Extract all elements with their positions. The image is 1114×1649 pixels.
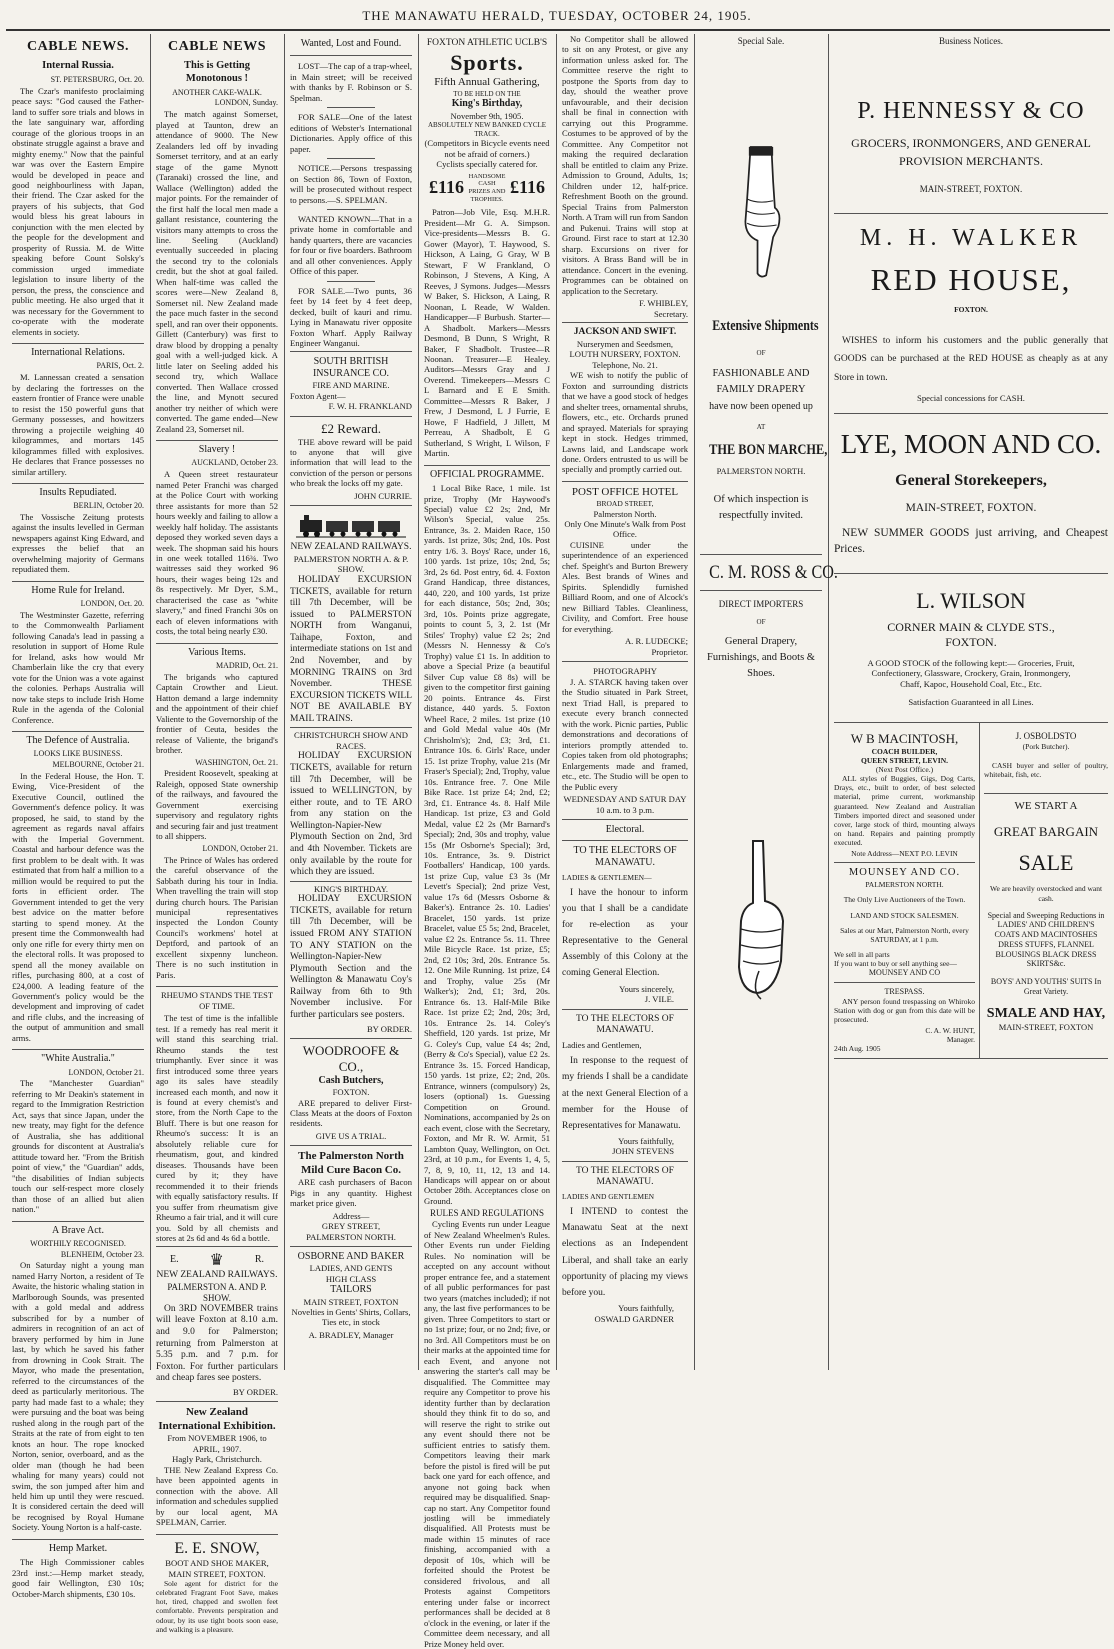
ad-signature: A. BRADLEY, Manager: [308, 1329, 394, 1340]
column-cable-news: [8, 34, 148, 1599]
crown-icon: ♛: [209, 1251, 224, 1269]
article-body: The "Manchester Guardian" referring to Mr Deakin's statement in regard to the Immigration Restriction Act, says that since Japan, under the new treaty, may fight for the defence of Australia, she has additional grounds for discontent at Australia's attitude toward her. "From the British point of view," the "Guardian" adds, "the disabilities of Indian subjects touch our self-respect more closely than those of an allied but alien nation.": [12, 1078, 144, 1215]
ad-heading: The Palmerston North Mild Cure Bacon Co.: [298, 1150, 404, 1176]
programme-body: 1 Local Bike Race, 1 mile. 1st prize, Trophy (Mr Haywood's Special) value £2 2s; 2nd, Mr Wilson's Special, value 25s. Entrance, 3s. 2. Maiden Race, 150 yards. 1st prize, 30s; 2nd, 10s. Post entry 1/6. 3. Boys' Race, under 16, 100 yards. 1st prize, 10s; 2nd, 5s; 3rd, 2s 6d. Post entry, 6d. 4. Foxton Grand Handicap, three distances, 440, 220, and 100 yards, 1st prize for each distance, 50s; 2nd, 30s; 3rd, 10s. Points prize aggregate, points to count 5, 3, 2. 1st (Mr Stiles' Trophy) value £2 2s; 2nd (Messrs N. Hennessy & Co's Trophy) value £1 1s. In addition to above a Special Prize (a beautiful Silver Cup value £8 8s) will be given to the competitor first gaining 20 points. Entrance 4s. First distance, 440 yards. 5. Foxton Wheel Race, 2 miles. 1st prize (10 and Gold Medal value 40s (Mr Chrisholm's); 2nd, £3; 3rd, £1. Entrance 10s. 6. Girls' Race, under 15. 1st prize Trophy, value 21s (Mr Fraser's Special); 2nd, Trophy, value 10s. Entrance free. 7. One Mile Bike Race. 1st prize £4; 2nd, £2; 3rd, £1. Entrance 4s. 8. Half Mile Handicap. 1st prize, £3 and Gold Medal, value £2 2s (Mr Barnard's Special); 2nd, 30s and trophy, value 15s (Mr Osborne's Special); 3rd, 10s. Entrance, 3s. 9. District Footballers' Handicap, 100 yards. 1st prize Cup, value £3 3s (Mr Levett's Special); 2nd prize Vest, value 17s 6d (Messrs Osborne & Baker's). Entrance 2s. 10. Ladies' Bracelet, 150 yards. 1st prize Bracelet, value £5 5s; 2nd, Bracelet, value £2 2s. Entrance 5s. 11. Three Mile Bicycle Race. 1st prize, £5; 2nd, £2 10s; 3rd, 20s. Entrance 5s. 12. One Mile Running. 1st prize, £4 and Trophy, value 25s (Mr Walker's); 2nd, £1; 3rd, 20s. Entrance 6s. 13. Half-Mile Bike Race. 1st prize £2; 2nd, 20s; 3rd, 10s. Entrance 2s. 14. Coley's Sheffield, 120 yards. 1st prize, Mr G. Coley's Cup, value £4 4s; 2nd, (Berry & Co's Special), value £2 2s. Entrance 3s. 15. Forced Handicap, 150 yards. 1st prize, £2; 2nd, 20s. Entrance, winners (compulsory) 2s, losers (optional) 1s. Guessing Competition on Ground. Nominations, accompanied by 2s on each event, close with the Secretary, Foxton, and Mr R. W. Armit, 51 Lambton Quay, Wellington, on Oct. 23rd, at 10 p.m., for Events 1, 4, 5, 7, 8, 9, 10, 11, 12, 13 and 14. Handicaps will appear on or about October 28th. Acceptances close on Ground.: [424, 483, 550, 1206]
ad-body: ANY person found trespassing on Whiroko Station with dog or gun from this date will be prosecuted.: [834, 996, 975, 1024]
ad-body: The Only Live Auctioneers of the Town.: [843, 895, 966, 905]
ad-subheading: PALMERSTON A. AND P. SHOW.: [167, 1281, 267, 1303]
ad-signature-title: Proprietor.: [651, 646, 688, 657]
classified-ad: FOR SALE—One of the latest editions of Webster's International Dictionaries. Apply office of this paper.: [290, 112, 412, 154]
ad-body: HOLIDAY EXCURSION TICKETS, available for return till 7th December, will be issued to WELLINGTON, by either route, and to TE ARO from any station on the Wellington-Napier-New Plymouth Section on 2nd, 3rd and 4th November. Tickets are only available by the route for which they are issued.: [290, 751, 412, 878]
ross-of: OF: [756, 617, 766, 626]
dateline: LONDON, October 21.: [68, 1067, 144, 1077]
ad-body: CUISINE under the superintendence of an experienced chef. Speight's and Burton Brewery Ales. Best brands of Wines and Spirits. Splendidly furnished Billiard Room, and one of Alcock's new Billiard Tables. Cleanliness, Civility, and Comfort. Free house for everything.: [562, 539, 688, 634]
ad-signature: BY ORDER.: [366, 1023, 412, 1034]
ad-heading: SOUTH BRITISH INSURANCE CO.: [312, 355, 390, 379]
ad-subheading: Only One Minute's Walk from Post Office.: [564, 518, 686, 540]
ad-subheading: COACH BUILDER,: [871, 746, 938, 756]
ad-date: 24th Aug. 1905: [834, 1044, 881, 1054]
ad-body: Sales at our Mart, Palmerston North, every: [840, 925, 969, 935]
ad-body: Sole agent for district for the celebrated Fragrant Foot Save, makes hot, tired, chapped and swollen feet comfortable. Prevents perspiration and odour, by its use tight boots soon ease, and walking is a pleasure.: [156, 1578, 278, 1634]
ad-address: FOXTON.: [332, 1087, 370, 1098]
classified-ad: NOTICE.—Persons trespassing on Section 86, Town of Foxton, will be prosecuted without respect to persons.—S. SPELMAN.: [290, 163, 412, 205]
letter-greeting: Ladies and Gentlemen,: [562, 1039, 642, 1050]
article-body: On Saturday night a young man named Harry Norton, a resident of Te Awaite, the historic whaling station in Marlborough Sounds, was presented with a gold medal and address subscribed for by a number of admirers in recognition of an act of bravery performed by him in June last, by which he saved his father from drowning in Cook Strait. The Mayor, who made the presentation, referred to the circumstances of the deed as particularly meritorious. The party had made fast to a whale; they were pursuing and the boat was being rushed along in the rough part of the Straits at the rate of from eight to ten knots an hour. The rope knocked Norton, senior, overboard, and as the older man (though he had been whaling for many years) could not swim, the son jumped after him and held him up until they were rescued. It is considered certain the deed will be recognised by Royal Humane Society. Young Norton is a half-caste.: [12, 1260, 144, 1533]
section-heading: Business Notices.: [939, 36, 1003, 46]
dateline: PARIS, Oct. 2.: [96, 361, 144, 371]
ad-days: WEDNESDAY AND SATUR DAY: [563, 794, 687, 805]
dateline: BLENHEIM, October 23.: [60, 1249, 144, 1259]
ad-heading: LYE, MOON AND CO.: [840, 429, 1102, 460]
letter-signature: JOHN STEVENS: [612, 1146, 674, 1157]
wilson-ad: [834, 574, 1108, 723]
dateline: LONDON, Oct. 20.: [80, 599, 144, 609]
ad-heading: NEW ZEALAND RAILWAYS.: [290, 542, 412, 553]
ad-subheading: LADIES, AND GENTS: [309, 1263, 393, 1274]
ad-subheading: Cash Butchers,: [318, 1074, 384, 1086]
railways-ad: [156, 1246, 278, 1403]
sale-of: OF: [756, 349, 766, 358]
ad-signature-title: Secretary.: [653, 308, 688, 319]
letter-heading: TO THE ELECTORS OF MANAWATU.: [576, 1165, 674, 1188]
ad-address: FOXTON.: [945, 635, 997, 650]
hennessy-ad: [834, 47, 1108, 214]
ad-body: If you want to buy or sell anything see—: [834, 959, 957, 969]
ad-heading: J. OSBOLDSTO: [1015, 730, 1077, 741]
section-heading: Special Sale.: [737, 36, 785, 46]
article-title: "White Australia.": [12, 1049, 144, 1065]
letter-heading: TO THE ELECTORS OF MANAWATU.: [576, 1013, 674, 1036]
ad-address: (Next Post Office.): [875, 765, 934, 775]
photography-ad: [562, 662, 688, 820]
coachbuilder-ad: [834, 723, 975, 864]
dateline: AUCKLAND, October 23.: [191, 458, 278, 468]
article-subtitle: ANOTHER CAKE-WALK.: [172, 87, 262, 97]
ad-address: MAIN STREET, FOXTON.: [168, 1568, 266, 1579]
right-subcolumn: [984, 723, 1108, 1058]
ad-address: Palmerston North.: [593, 508, 657, 519]
article-body: The test of time is the infallible test. If a remedy has real merit it will stand this searching trial. Rheumo stands the test triumphantly. Ever since it was first introduced some three years ago its sales have steadily increased each month, and now it is found at every chemist's and store, from the North Cape to the Bluff. There is but one reason for Rheumo's success: It is an absolutely reliable cure for rheumatism, gout, and kindred diseases. Thousands have been cured by it; they have recommended it to their friends with equally satisfactory results. If you suffer from rheumatism give Rheumo a fair trial, and it will cure you. Sold by all chemists and stores at 2s 6d and 4s 6d a bottle.: [156, 1013, 278, 1244]
ad-heading: L. WILSON: [916, 587, 1026, 613]
ad-heading: £2 Reward.: [321, 420, 381, 436]
snow-ad: [156, 1535, 278, 1640]
ad-heading: MOUNSEY AND CO.: [848, 867, 961, 879]
article-title: Slavery !: [156, 440, 278, 456]
reward-ad: [290, 417, 412, 507]
ad-address: FOXTON.: [954, 305, 988, 315]
ad-body: THE above reward will be paid to anyone that will give information that will lead to the conviction of the person or persons who break the locks off my gate.: [290, 436, 412, 489]
officials-list: Patron—Job Vile, Esq. M.H.R. President—Mr G. A. Simpson. Vice-presidents—Messrs B. G. Gower (Mayor), T. Haywood, S. Hickson, A Laing, G Gray, W B Stewart, F W Frankland, O Robinson, J Stevens, A King, A Reeves, J Symons. Judges—Messrs W Baker, S. Hickson, A Laing, R Noonan, L Reade, W Walden. Handicapper—F Burbush. Starter—A Shadbolt. Markers—Messrs Desmond, B Dunn, S Wright, R Baker, F Shadbolt. Trustee—R Noonan. Treasurer—E Healey. Auditors—Messrs Gray and J Overend. Timekeepers—Messrs C L Barnard and E E Smith. Committee—Messrs R Baker, J Frew, J Desmond, L J Furrie, E Howe, F Hadfield, J Jillett, M Perreau, A Shadbolt, E G Sutherland, S Wright, L Wilson, F Martin.: [424, 207, 550, 459]
ad-address: PALMERSTON NORTH.: [865, 880, 944, 890]
column-divider: [556, 34, 557, 1370]
article-body: President Roosevelt, speaking at Raleigh, opposed State ownership of the railways, and favoured the Government exercising supervisory and regulatory rights and securing fair and just treatment to all shippers.: [156, 768, 278, 842]
ad-heading: RED HOUSE,: [870, 262, 1072, 298]
ross-body: General Drapery, Furnishings, and Boots & Shoes.: [707, 636, 815, 679]
article-title: Various Items.: [156, 643, 278, 659]
ad-heading: WE START A: [1014, 800, 1078, 813]
ad-heading: PHOTOGRAPHY: [593, 666, 657, 677]
ad-address: MAIN-STREET, FOXTON.: [919, 184, 1023, 195]
trespass-ad: [834, 983, 975, 1058]
ad-body: HOLIDAY EXCURSION TICKETS, available for return till 7th December, will be issued FROM ANY STATION TO ANY STATION on the Wellington-Napier-New Plymouth Section and the Wellington & Manawatu Coy's Railway from 6th to 9th November inclusive. For further particulars see posters.: [290, 894, 412, 1021]
ad-heading: POST OFFICE HOTEL: [571, 485, 679, 498]
ross-subheading: DIRECT IMPORTERS: [718, 598, 804, 609]
ad-heading: NEW ZEALAND RAILWAYS.: [156, 1270, 278, 1281]
ad-subheading: BOOT AND SHOE MAKER,: [165, 1558, 269, 1569]
ad-heading: M. H. WALKER: [859, 225, 1083, 252]
prize-amount: £116: [510, 177, 546, 198]
sports-track-note: (Competitors in Bicycle events need not be afraid of corners.): [424, 138, 550, 159]
sports-track-note: Cyclists specially catered for.: [436, 159, 538, 170]
sports-subtitle: King's Birthday,: [451, 98, 523, 110]
ad-body: CASH buyer and seller of poultry, whitebait, fish, etc.: [984, 761, 1108, 780]
sports-title: Sports.: [450, 49, 524, 75]
electoral-heading: Electoral.: [605, 824, 645, 836]
ad-subheading: PALMERSTON NORTH A. & P. SHOW.: [293, 553, 409, 575]
ad-body: HOLIDAY EXCURSION TICKETS, available for return till 7th December, will be issued to PALMERSTON NORTH from Wanganui, Taihape, Foxton, and intermediate stations on 1st and 2nd November, and by MORNING TRAINS on 3rd November. THESE EXCURSION TICKETS WILL NOT BE AVAILABLE BY MAIL TRAINS.: [290, 574, 412, 724]
nursery-ad: [562, 322, 688, 482]
ad-signature: MOUNSEY AND CO: [868, 968, 941, 978]
column-classifieds: [286, 34, 416, 1370]
ad-heading: W B MACINTOSH,: [850, 730, 959, 746]
ad-dates: From NOVEMBER 1906, to APRIL, 1907.: [167, 1433, 267, 1454]
hotel-ad: [562, 482, 688, 662]
letter-signature: OSWALD GARDNER: [594, 1313, 674, 1324]
pork-butcher-ad: [984, 723, 1108, 794]
red-house-ad: [834, 214, 1108, 414]
sale-body: Of which inspection is respectfully invited.: [713, 494, 809, 521]
letter-close: Yours faithfully,: [618, 1135, 674, 1146]
auctioneer-ad: [834, 863, 975, 983]
dateline: BERLIN, October 20.: [73, 501, 144, 511]
left-subcolumn: [834, 723, 980, 1058]
letter-body: I INTEND to contest the Manawatu Seat at the next elections as an Independent Liberal, and shall take an early opportunity of placing my views before you.: [562, 1207, 688, 1298]
rules-heading: RULES AND REGULATIONS: [429, 1208, 544, 1219]
section-heading: CABLE NEWS: [168, 39, 266, 54]
article-title: Insults Repudiated.: [12, 483, 144, 499]
election-letter: [562, 840, 688, 1009]
ad-hours: 10 a.m. to 3 p.m.: [595, 804, 655, 815]
article-title: The Defence of Australia.: [12, 731, 144, 747]
sports-subtitle: Fifth Annual Gathering,: [434, 76, 540, 89]
ad-note: Satisfaction Guaranteed in all Lines.: [908, 697, 1034, 708]
sports-track: ABSOLUTELY NEW BANKED CYCLE TRACK.: [427, 121, 547, 138]
ad-body: ARE prepared to deliver First-Class Meats at the doors of Foxton residents.: [290, 1097, 412, 1129]
article-body: The Prince of Wales has ordered the careful observance of the Sabbath during his tour in India. When travelling the train will stop during church hours. The Parisian municipal representatives inspected the London County Council's workmens' hotel at Deptford, and partook of an excellent sixpenny luncheon. There is no such institution in Paris.: [156, 854, 278, 980]
article-body: The brigands who captured Captain Crowther and Lieut. Hatton demand a large indemnity and the appointment of their chief Valiente to the Governorship of the frontier of Ceuta, besides the release of Valiente, the brigand's brother.: [156, 671, 278, 756]
bargain-sale-ad: [984, 794, 1108, 1038]
ad-subheading: CHRISTCHURCH SHOW AND RACES.: [290, 727, 412, 751]
ad-agent-name: F. W. H. FRANKLAND: [328, 401, 412, 412]
classified-ad: FOR SALE.—Two punts, 36 feet by 14 feet by 4 feet deep, decked, built of kauri and rimu. Lying in Manawatu river opposite Foxton Wharf. Apply Railway Engineer Wanganui.: [290, 285, 412, 349]
election-letter: [562, 1010, 688, 1162]
ad-address: MAIN-STREET, FOXTON.: [905, 501, 1037, 514]
ad-signature-title: Manager.: [946, 1035, 975, 1045]
ad-body: LAND AND STOCK SALESMEN.: [850, 910, 959, 920]
article-title: Internal Russia.: [42, 60, 114, 72]
ad-body: We sell in all parts: [834, 949, 890, 959]
article-title: This is Getting Monotonous !: [184, 60, 250, 84]
programme-heading: OFFICIAL PROGRAMME.: [424, 465, 550, 481]
rules-body: Cycling Events run under League of New Zealand Wheelmen's Rules. Other Events run under Fielding Rules. No nomination will be accepted on any account without proper entrance fee, and a statement of all public performances for past two years (matches included); if not any, the last five performances to be given. Three Competitors to start or no 1st prize; four, or no 2nd; five, or no 3rd. All Competitors must be on their marks at the appointed time for each Event, and anyone not answering the starter's call may be disqualified. The Committee may require any Competitor to prove his identity further than by declaration should they think fit to do so, and will reserve the right to strike out any event should there not be sufficient entries to satisfy them. Competitors leaving their mark before the pistol is fired will be put back one yard for each offence, and anyone not going back when required may be disqualified. Snap-cap no start. Any Competitor found jostling will be immediately disqualified. All Protests must be made within 15 minutes of race finishing, accompanied with a deposit of 10s, which will be forfeited should the Protest be considered frivolous, and all Protests against Competitors entering under false or incorrect performances shall be decided at 8 o'clock in the evening, or later if the Committee deem necessary, and all Prize Money held over.: [424, 1219, 550, 1649]
ad-telephone: Telephone, No. 21.: [592, 359, 658, 370]
dateline: LONDON, October 21.: [202, 843, 278, 853]
article-body: The High Commissioner cables 23rd inst.:—Hemp market steady, good fair Wellington, £30 10s; October-March shipments, £30 10s.: [12, 1557, 144, 1599]
article-subtitle: WORTHILY RECOGNISED.: [30, 1238, 126, 1248]
ad-heading: OSBORNE AND BAKER: [297, 1251, 405, 1263]
store-address: PALMERSTON NORTH.: [716, 465, 806, 476]
sale-subheading: have now been opened up: [709, 401, 813, 413]
ad-tagline: GIVE US A TRIAL.: [315, 1130, 387, 1141]
ad-body: Novelties in Gents' Shirts, Collars, Ties etc, in stock: [291, 1307, 411, 1328]
ad-heading: P. HENNESSY & CO: [857, 97, 1085, 124]
column-divider: [694, 34, 695, 1370]
bacon-ad: [290, 1146, 412, 1247]
ad-address: CORNER MAIN & CLYDE STS.,: [887, 619, 1055, 634]
cipher-left: E.: [170, 1254, 179, 1266]
sports-continued: No Competitor shall be allowed to sit on any Protest, or give any information unless asked for. The Committee reserve the right to postpone the Sports from day to day, should the weather prove unfavourable, and their decision shall be final in connection with carrying out this Programme. Costumes to be approved of by the Committee. Any Competitor not making the required declaration shall be entitled to claim any Prize. Admission to Ground, Adults, 1s; Children under 12, half-price. Refreshment Booth on the ground. Special Trains from Palmerston North. A Tram will run from Sandon and Pukenui. Trains will stop at Ground. First race to start at 12.30 sharp. Excursions on river for visitors. A Brass Band will be in attendance. Concert in the evening. Programmes can be obtained on application to the Secretary.: [562, 34, 688, 296]
column-special-sale: [696, 34, 838, 1370]
ad-body: J. A. STARCK having taken over the Studio situated in Park Street, next Triad Hall, is prepared to execute every branch connected with the work. Picnic parties, Public demonstrations and decorations of interiors promptly attended to. Copies taken from old photographs; Enlargements made and framed, etc., etc. The Studio will be open to the Public every: [562, 676, 688, 792]
butcher-ad: [290, 1039, 412, 1146]
letter-close: Yours faithfully,: [618, 1303, 674, 1314]
ad-subheading: KING'S BIRTHDAY.: [290, 881, 412, 894]
article-title: A Brave Act.: [12, 1221, 144, 1237]
pointing-hand-icon: [731, 147, 791, 277]
tailor-ad: [290, 1247, 412, 1344]
column-sports: [420, 34, 554, 1649]
ad-location: Hagly Park, Christchurch.: [172, 1454, 262, 1465]
exhibition-ad: [156, 1402, 278, 1534]
ad-subheading: Nurserymen and Seedsmen,: [576, 338, 674, 349]
ad-signature: A. R. LUDECKE;: [624, 636, 688, 647]
prize-amount: £116: [428, 177, 464, 198]
ad-body: ALL styles of Buggies, Gigs, Dog Carts, Drays, etc., built to order, of best selected material, prime current, workmanship guaranteed. New Zealand and Australian Timbers imported direct and seasoned under cover, large stock of third, mounting always on hand. Repairs and painting promptly executed.: [834, 774, 975, 848]
classified-ad: LOST—The cap of a trap-wheel, in Main street; will be received with thanks by F. Robinson or S. Spelman.: [290, 61, 412, 103]
prize-note: HANDSOME CASH PRIZES AND TROPHIES.: [468, 172, 506, 204]
section-heading: Wanted, Lost and Found.: [300, 38, 402, 49]
column-business-notices: [830, 34, 1112, 1370]
ad-address: MAIN-STREET, FOXTON: [998, 1021, 1094, 1032]
column-divider: [418, 34, 419, 1370]
ad-signature: SMALE AND HAY,: [986, 1005, 1106, 1021]
ad-subheading: (Pork Butcher).: [1022, 741, 1070, 751]
train-icon: [296, 514, 406, 538]
letter-heading: TO THE ELECTORS OF MANAWATU.: [573, 845, 677, 869]
ad-signature: C. A. W. HUNT,: [925, 1026, 975, 1036]
ad-heading: SALE: [1018, 849, 1074, 875]
ad-body: We are heavily overstocked and want cash.: [989, 884, 1103, 903]
dateline: MADRID, Oct. 21.: [216, 661, 278, 671]
letter-signature: J. VILE.: [644, 994, 674, 1005]
masthead-rule: [6, 29, 1110, 31]
ad-signature: F. WHIBLEY,: [639, 298, 688, 309]
ad-body: A GOOD STOCK of the following kept:— Groceries, Fruit, Confectionery, Glassware, Crockery, Grain, Ironmongery, Chaff, Kapoc, Household Coal, Etc., Etc.: [867, 657, 1075, 689]
dateline: LONDON, Sunday.: [214, 98, 278, 108]
ad-body: On 3RD NOVEMBER trains will leave Foxton at 8.10 a.m. and 9.0 for Palmerston; returning from Palmerston at 5.35 p.m. and 7 p.m. for Foxton. For further particulars and cheap fares see posters.: [156, 1303, 278, 1384]
ad-address: QUEEN STREET, LEVIN.: [861, 755, 948, 765]
article-body: The Westminster Gazette, referring to the Commonwealth Parliament following Canada's lead in passing a resolution in support of Home Rule for Ireland, asks how would Mr Chamberlain like the cry that every vote for the Union was a vote against the colonies. Perhaps Australia will now take steps to include Irish Home Rule in the agenda of the Colonial Conference.: [12, 609, 144, 725]
article-title: Hemp Market.: [12, 1539, 144, 1555]
article-subtitle: LOOKS LIKE BUSINESS.: [33, 749, 123, 759]
dateline: WASHINGTON, Oct. 21.: [195, 757, 278, 767]
ad-heading: E. E. SNOW,: [174, 1539, 260, 1557]
column-divider: [828, 34, 829, 1370]
article-title: Home Rule for Ireland.: [12, 581, 144, 597]
ad-body: NEW SUMMER GOODS just arriving, and Cheapest Prices.: [834, 526, 1108, 555]
ad-heading: New Zealand International Exhibition.: [158, 1406, 276, 1432]
article-body: A Queen street restaurateur named Peter Franchi was charged at the Police Court with working three assistants for more than 52 hours weekly and failing to allow a weekly half holiday. The assistants deposed they worked seven days a week. The shopman said his hours in one week totalled 116¾. Two waitresses said they worked 96 hours, their wages being 12s and 8s respectively. Mr Dyer, S.M., characterised the case as "white slavery," and fined Franchi 30s on each of eleven informations with costs, the total being nearly £30.: [156, 469, 278, 637]
ad-note: Special concessions for CASH.: [917, 392, 1025, 403]
ad-body: SATURDAY, at 1 p.m.: [870, 934, 939, 944]
letter-greeting: LADIES & GENTLEMEN—: [562, 872, 652, 882]
sports-date: November 9th, 1905.: [450, 110, 524, 121]
ad-address: BROAD STREET,: [596, 499, 654, 509]
ad-subheading: General Storekeepers,: [895, 471, 1047, 489]
ad-address: GREY STREET,: [321, 1221, 381, 1232]
ad-address: Address—: [332, 1210, 370, 1221]
column-cable-news-2: [152, 34, 282, 1634]
ad-address: LOUTH NURSERY, FOXTON.: [569, 349, 681, 360]
letter-body: I have the honour to inform you that I shall be a candidate for re-election as your Representative to the General Assembly of this Colony at the coming General Election.: [562, 887, 688, 979]
ad-body: Special and Sweeping Reductions in LADIES' AND CHILDREN'S COATS AND MACINTOSHES DRESS STUFFS, FLANNEL BLOUSINGS BLACK DRESS SKIRTS&c.: [987, 910, 1105, 969]
column-divider: [284, 34, 285, 1370]
insurance-ad: [290, 351, 412, 417]
ad-body: WISHES to inform his customers and the public generally that GOODS can be purchased at the RED HOUSE as cheaply as at any Store in town.: [834, 336, 1108, 383]
ad-subheading: GROCERS, IRONMONGERS, AND GENERAL PROVISION MERCHANTS.: [851, 136, 1091, 169]
section-heading: CABLE NEWS.: [27, 39, 129, 54]
sports-club: FOXTON ATHLETIC UCLB'S: [426, 38, 548, 48]
election-letter: [562, 1162, 688, 1328]
lye-moon-ad: [834, 414, 1108, 574]
ad-heading: JACKSON AND SWIFT.: [573, 327, 677, 338]
ad-subheading: TAILORS: [330, 1284, 372, 1296]
ad-note: Note Address—NEXT P.O. LEVIN: [851, 849, 958, 859]
ad-heading: TRESPASS.: [884, 986, 925, 996]
ad-body: BOYS' AND YOUTHS' SUITS In Great Variety.: [990, 977, 1102, 996]
railway-excursion-ad: [290, 506, 412, 1039]
article-body: The Vossische Zeitung protests against the insults levelled in German newspapers against King Edward, and expresses the belief that an overwhelming majority of Germans repudiated them.: [12, 511, 144, 575]
ad-signature: JOHN CURRIE.: [354, 490, 412, 501]
ad-heading: GREAT BARGAIN: [993, 823, 1099, 839]
ad-body: THE New Zealand Express Co. have been appointed agents in connection with the above. All information and schedules supplied by our local agent, MA SPELMAN, Carrier.: [156, 1464, 278, 1528]
article-body: In the Federal House, the Hon. T. Ewing, Vice-President of the Executive Council, outlined the Government's defence policy. It was proposed, he said, to stand by the agreement as regards naval affairs with the Imperial Government. Coastal and harbour defence was the first problem to be dealt with. It was estimated that from half a million to a million would be required to put the forts in efficient order. The Government intended to get the very best advice on the matter before starting to spend money. At the present time the Commonwealth had only one rifle for every thirty men on the electoral rolls. It was proposed to spend all the money available on rifles, purchasing 800, at a cost of £24,000. A leading feature of the Government's policy would be the development and improving of cadet and rifle clubs, and the increasing of the output of ammunition and small arms.: [12, 770, 144, 1043]
dateline: MELBOURNE, October 21.: [52, 760, 144, 770]
ad-body: ARE cash purchasers of Bacon Pigs in any quantity. Highest market price given.: [290, 1177, 412, 1209]
article-title: International Relations.: [12, 343, 144, 359]
sports-subtitle: TO BE HELD ON THE: [453, 89, 521, 98]
dateline: ST. PETERSBURG, Oct. 20.: [50, 74, 144, 84]
ad-address: PALMERSTON NORTH.: [306, 1231, 396, 1242]
sale-at: AT: [756, 423, 766, 432]
store-name: THE BON MARCHE,: [709, 442, 828, 459]
ad-subheading: FIRE AND MARINE.: [312, 380, 390, 391]
column-notices: [558, 34, 692, 1370]
classified-ad: WANTED KNOWN—That in a private home in comfortable and handy quarters, there are vacancies for four or five boarders. Bathroom and all other conveniences. Apply Office of this paper.: [290, 214, 412, 277]
letter-body: In response to the request of my friends I shall be a candidate at the next General Election of a member for the House of Representatives for Manawatu.: [562, 1056, 688, 1131]
letter-close: Yours sincerely,: [619, 983, 674, 994]
sale-subheading: FASHIONABLE AND FAMILY DRAPERY: [712, 367, 810, 395]
article-body: M. Lannessan created a sensation by declaring the fortresses on the eastern frontier of France were unable to resist the 150 powerful guns that Germany possesses, and howitzers throwing a projectile weighing 40 kilogrammes, and mortars 145 kilogrammes filled with explosives. He declares that France possesses no similar artillery.: [12, 372, 144, 477]
ad-agent-label: Foxton Agent—: [290, 390, 346, 401]
ad-address: MAIN STREET, FOXTON: [303, 1296, 399, 1307]
ross-heading: C. M. ROSS & CO.: [709, 561, 838, 583]
article-title: RHEUMO STANDS THE TEST OF TIME.: [156, 986, 278, 1011]
masthead: THE MANAWATU HERALD, TUESDAY, OCTOBER 24, 1905.: [362, 8, 752, 23]
letter-greeting: LADIES AND GENTLEMEN: [562, 1192, 655, 1202]
article-body: The match against Somerset, played at Taunton, drew an attendance of 9000. The New Zealanders led off by invading Somerset territory, and at an early stage of the game Mynott (Taranaki) crossed the line, and Wallace (Wellington) added the major points. For the remainder of the first half the local men made a gallant resistance, countering the visitors many attempts to cross the line. Seeling (Auckland) eventually succeeded in placing the second try to the colonials credit, but the shot at goal failed. When half-time was called the scores were—New Zealand 8, Somerset nil. New Zealand made the pace much faster in the second spell, and ran over their opponents. Gillett (Canterbury) was first to draw blood by dropping a penalty goal with a well-judged kick. A little later on Seeling added his second try, which Wallace converted. Then Wallace crossed the line, and Mynott secured another try neither of which were converted. The game ended—New Zealand 23, Somerset nil.: [156, 109, 278, 434]
article-body: The Czar's manifesto proclaiming peace says: "God caused the Father-land to suffer sore trials and blows in the late sanguinary war, affording courage of the glorious troops in an obstinate struggle against a brave and mighty enemy." Now that the painful war was over the Eastern Empire would be developed in peace and good neighbourliness with Japan, their friend. The Czar asked for the prayers of his subjects, that God would bless his great labours in conjunction with the men elected by the people for the development and prosperity of Russia. M. de Witte speaking before Count Solsky's commission urged immediate legislation to insure liberty of the person, the press, the conscience and public meeting. He also urged that it was necessary for the Government to co-operate with the moderate elements in society.: [12, 85, 144, 337]
pointing-hand-icon: [731, 841, 791, 1001]
ad-subheading: HIGH CLASS: [325, 1273, 377, 1284]
ad-heading: WOODROOFE & CO.,: [302, 1043, 400, 1074]
cipher-right: R.: [254, 1254, 264, 1266]
ad-signature: BY ORDER.: [232, 1386, 278, 1397]
sale-headline: Extensive Shipments: [712, 317, 819, 334]
column-divider: [150, 34, 151, 1370]
ad-body: WE wish to notify the public of Foxton and surrounding districts that we have a good stock of hedges and shelter trees, ornamental shrubs, flowers, etc., etc. Orchards pruned and sprayed. Materials for spraying kept in stock. Hedges trimmed, Lawns laid, and Landscape work done. Orders entrusted to us will be specially and promptly carried out.: [562, 370, 688, 475]
